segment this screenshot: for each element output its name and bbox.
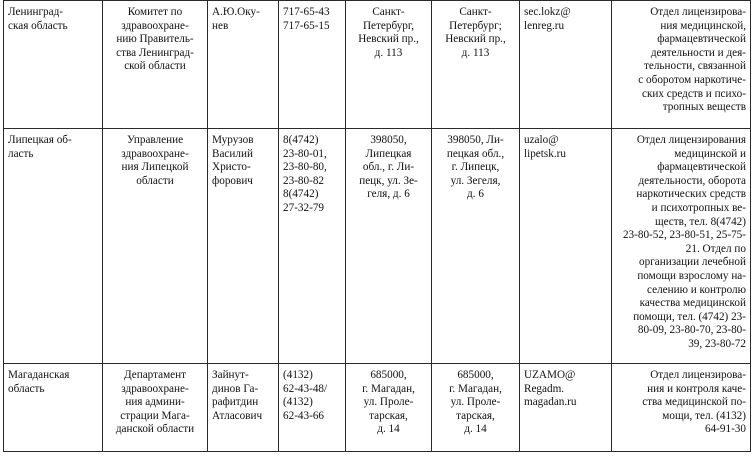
phones-cell: (4132) 62-43-48/ (4132) 62-43-66	[279, 364, 346, 452]
region-cell: Ленинград- ская область	[4, 1, 103, 129]
legal-address-cell: Санкт- Петербург, Невский пр., д. 113	[346, 1, 432, 129]
postal-address-cell: 685000, г. Магадан, ул. Проле- тарская, д. 14	[432, 364, 520, 452]
email-cell: UZAMO@ Regadm. magadan.ru	[520, 364, 612, 452]
authority-cell: Департамент здравоохране- ния админи- страции Мага- данской области	[103, 364, 208, 452]
postal-address-cell: 398050, Ли- пецкая обл., г. Липецк, ул. Зегеля, д. 6	[432, 129, 520, 364]
region-cell: Липецкая об- ласть	[4, 129, 103, 364]
table-row	[4, 364, 751, 452]
licensing-authorities-table	[3, 0, 751, 452]
department-cell: Отдел лицензирования медицинской и фармацевтической деятельности, оборота наркотических средств и психотропных ве- ществ, тел. 8(4742) 23-80-52, 23-80-51, 25-75- 21. Отдел по организации лечебной помощи взрослому на- селению и контролю качества медицинской помощи, тел. (4742) 23- 80-09, 23-80-70, 23-80- 39, 23-80-72	[612, 129, 751, 364]
region-cell: Магаданская область	[4, 364, 103, 452]
table-row	[4, 1, 751, 129]
head-cell: Зайнут- динов Га- рафитдин Атласович	[208, 364, 279, 452]
email-cell: sec.lokz@ lenreg.ru	[520, 1, 612, 129]
postal-address-cell: Санкт- Петербург; Невский пр., д. 113	[432, 1, 520, 129]
authority-cell: Управление здравоохране- ния Липецкой области	[103, 129, 208, 364]
department-cell: Отдел лицензирова- ния и контроля каче- ства медицинской по- мощи, тел. (4132) 64-91-30	[612, 364, 751, 452]
head-cell: Мурузов Василий Христо- форович	[208, 129, 279, 364]
authority-cell: Комитет по здравоохране- нию Правитель- ства Ленинград- ской области	[103, 1, 208, 129]
legal-address-cell: 685000, г. Магадан, ул. Проле- тарская, д. 14	[346, 364, 432, 452]
legal-address-cell: 398050, Липецкая обл., г. Ли- пецк, ул. Зе- геля, д. 6	[346, 129, 432, 364]
email-cell: uzalo@ lipetsk.ru	[520, 129, 612, 364]
head-cell: А.Ю.Оку- нев	[208, 1, 279, 129]
department-cell: Отдел лицензирова- ния медицинской, фармацевтической деятельности и дея- тельности, связанной с оборотом наркотиче- ских средств и психо- тропных веществ	[612, 1, 751, 129]
table-row	[4, 129, 751, 364]
phones-cell: 717-65-43 717-65-15	[279, 1, 346, 129]
phones-cell: 8(4742) 23-80-01, 23-80-80, 23-80-82 8(4742) 27-32-79	[279, 129, 346, 364]
